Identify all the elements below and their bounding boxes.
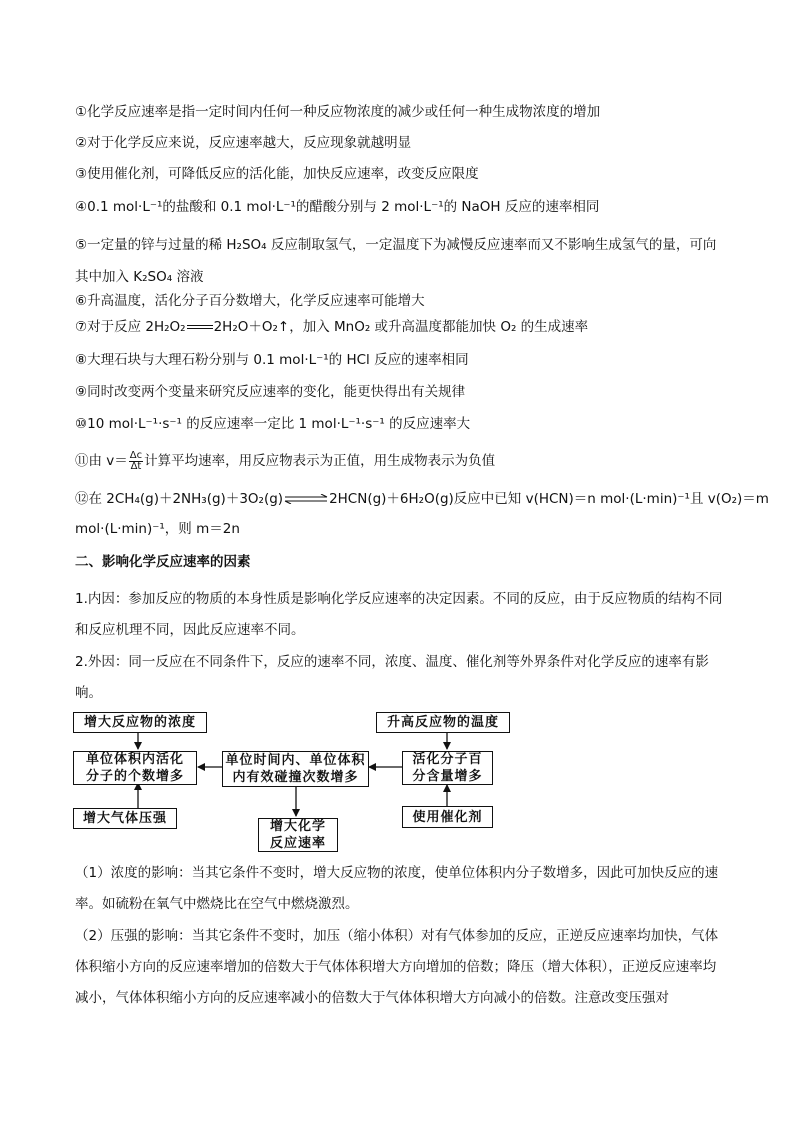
box-effective-collisions-line-1: 单位时间内、单位体积 <box>225 753 366 768</box>
box-increase-rate-line-2: 反应速率 <box>269 836 326 851</box>
statement-6: ⑥升高温度，活化分子百分数增大，化学反应速率可能增大 <box>75 293 425 309</box>
box-activated-percentage-line-2: 分含量增多 <box>412 769 483 784</box>
box-effective-collisions <box>222 751 369 787</box>
box-increase-rate-line-1: 增大化学 <box>269 819 326 834</box>
box-activated-molecules-count <box>73 751 197 785</box>
concentration-effect-paragraph: （1）浓度的影响：当其它条件不变时，增大反应物的浓度，使单位体积内分子数增多，因此可加快反应的速率。如硫粉在氧气中燃烧比在空气中燃烧激烈。 <box>75 865 719 912</box>
box-activated-molecules-line-2: 分子的个数增多 <box>85 769 184 784</box>
statement-4: ④0.1 mol·L⁻¹的盐酸和 0.1 mol·L⁻¹的醋酸分别与 2 mol·L⁻¹的 NaOH 反应的速率相同 <box>75 199 600 215</box>
box-effective-collisions-line-2: 内有效碰撞次数增多 <box>232 770 359 785</box>
statement-12-start: ⑫在 2CH₄(g)＋2NH₃(g)＋3O₂(g) <box>75 491 284 507</box>
section-2-title: 二、影响化学反应速率的因素 <box>75 554 251 570</box>
statement-8: ⑧大理石块与大理石粉分别与 0.1 mol·L⁻¹的 HCl 反应的速率相同 <box>75 352 469 368</box>
box-use-catalyst: 使用催化剂 <box>402 806 493 828</box>
box-increase-concentration: 增大反应物的浓度 <box>73 712 207 733</box>
external-factor-paragraph: 2.外因：同一反应在不同条件下，反应的速率不同，浓度、温度、催化剂等外界条件对化学反应的速率有影响。 <box>75 654 709 701</box>
internal-factor-paragraph: 1.内因：参加反应的物质的本身性质是影响化学反应速率的决定因素。不同的反应，由于反应物质的结构不同和反应机理不同，因此反应速率不同。 <box>75 591 723 638</box>
statement-10: ⑩10 mol·L⁻¹·s⁻¹ 的反应速率一定比 1 mol·L⁻¹·s⁻¹ 的反应速率大 <box>75 416 471 432</box>
statement-9: ⑨同时改变两个变量来研究反应速率的变化，能更快得出有关规律 <box>75 384 466 400</box>
statement-3: ③使用催化剂，可降低反应的活化能，加快反应速率，改变反应限度 <box>75 166 479 182</box>
statement-7-start: ⑦对于反应 2H₂O₂ <box>75 319 186 335</box>
box-increase-pressure: 增大气体压强 <box>73 808 177 829</box>
pressure-effect-paragraph: （2）压强的影响：当其它条件不变时，加压（缩小体积）对有气体参加的反应，正逆反应速率均加快，气体体积缩小方向的反应速率增加的倍数大于气体体积增大方向增加的倍数；降压（增大体积），正逆反应速率均减小，气体体积缩小方向的反应速率减小的倍数大于气体体积增大方向减小的倍数。注意改变压强对 <box>75 928 719 1006</box>
fraction-numerator: Δc <box>129 449 143 461</box>
statement-11-start: ⑪由 v＝ <box>75 453 128 469</box>
box-activated-molecules-line-1: 单位体积内活化 <box>85 752 184 767</box>
box-activated-percentage <box>402 751 493 785</box>
statement-11-end: 计算平均速率，用反应物表示为正值，用生成物表示为负值 <box>144 453 496 469</box>
statement-5: ⑤一定量的锌与过量的稀 H₂SO₄ 反应制取氢气，一定温度下为减慢反应速率而又不影响生成氢气的量，可向其中加入 K₂SO₄ 溶液 <box>75 237 717 285</box>
box-raise-temperature: 升高反应物的温度 <box>376 712 510 733</box>
statement-1: ①化学反应速率是指一定时间内任何一种反应物浓度的减少或任何一种生成物浓度的增加 <box>75 104 601 120</box>
statement-12-line-2: mol·(L·min)⁻¹，则 m＝2n <box>75 521 240 537</box>
box-increase-rate <box>258 818 338 852</box>
statement-12-end: 2HCN(g)＋6H₂O(g)反应中已知 v(HCN)＝n mol·(L·min)⁻¹且 v(O₂)＝m <box>329 491 769 507</box>
fraction-denominator: Δt <box>130 460 142 472</box>
box-activated-percentage-line-1: 活化分子百 <box>412 752 483 767</box>
statement-2: ②对于化学反应来说，反应速率越大，反应现象就越明显 <box>75 135 412 151</box>
statement-7-end: 2H₂O＋O₂↑，加入 MnO₂ 或升高温度都能加快 O₂ 的生成速率 <box>213 319 589 335</box>
